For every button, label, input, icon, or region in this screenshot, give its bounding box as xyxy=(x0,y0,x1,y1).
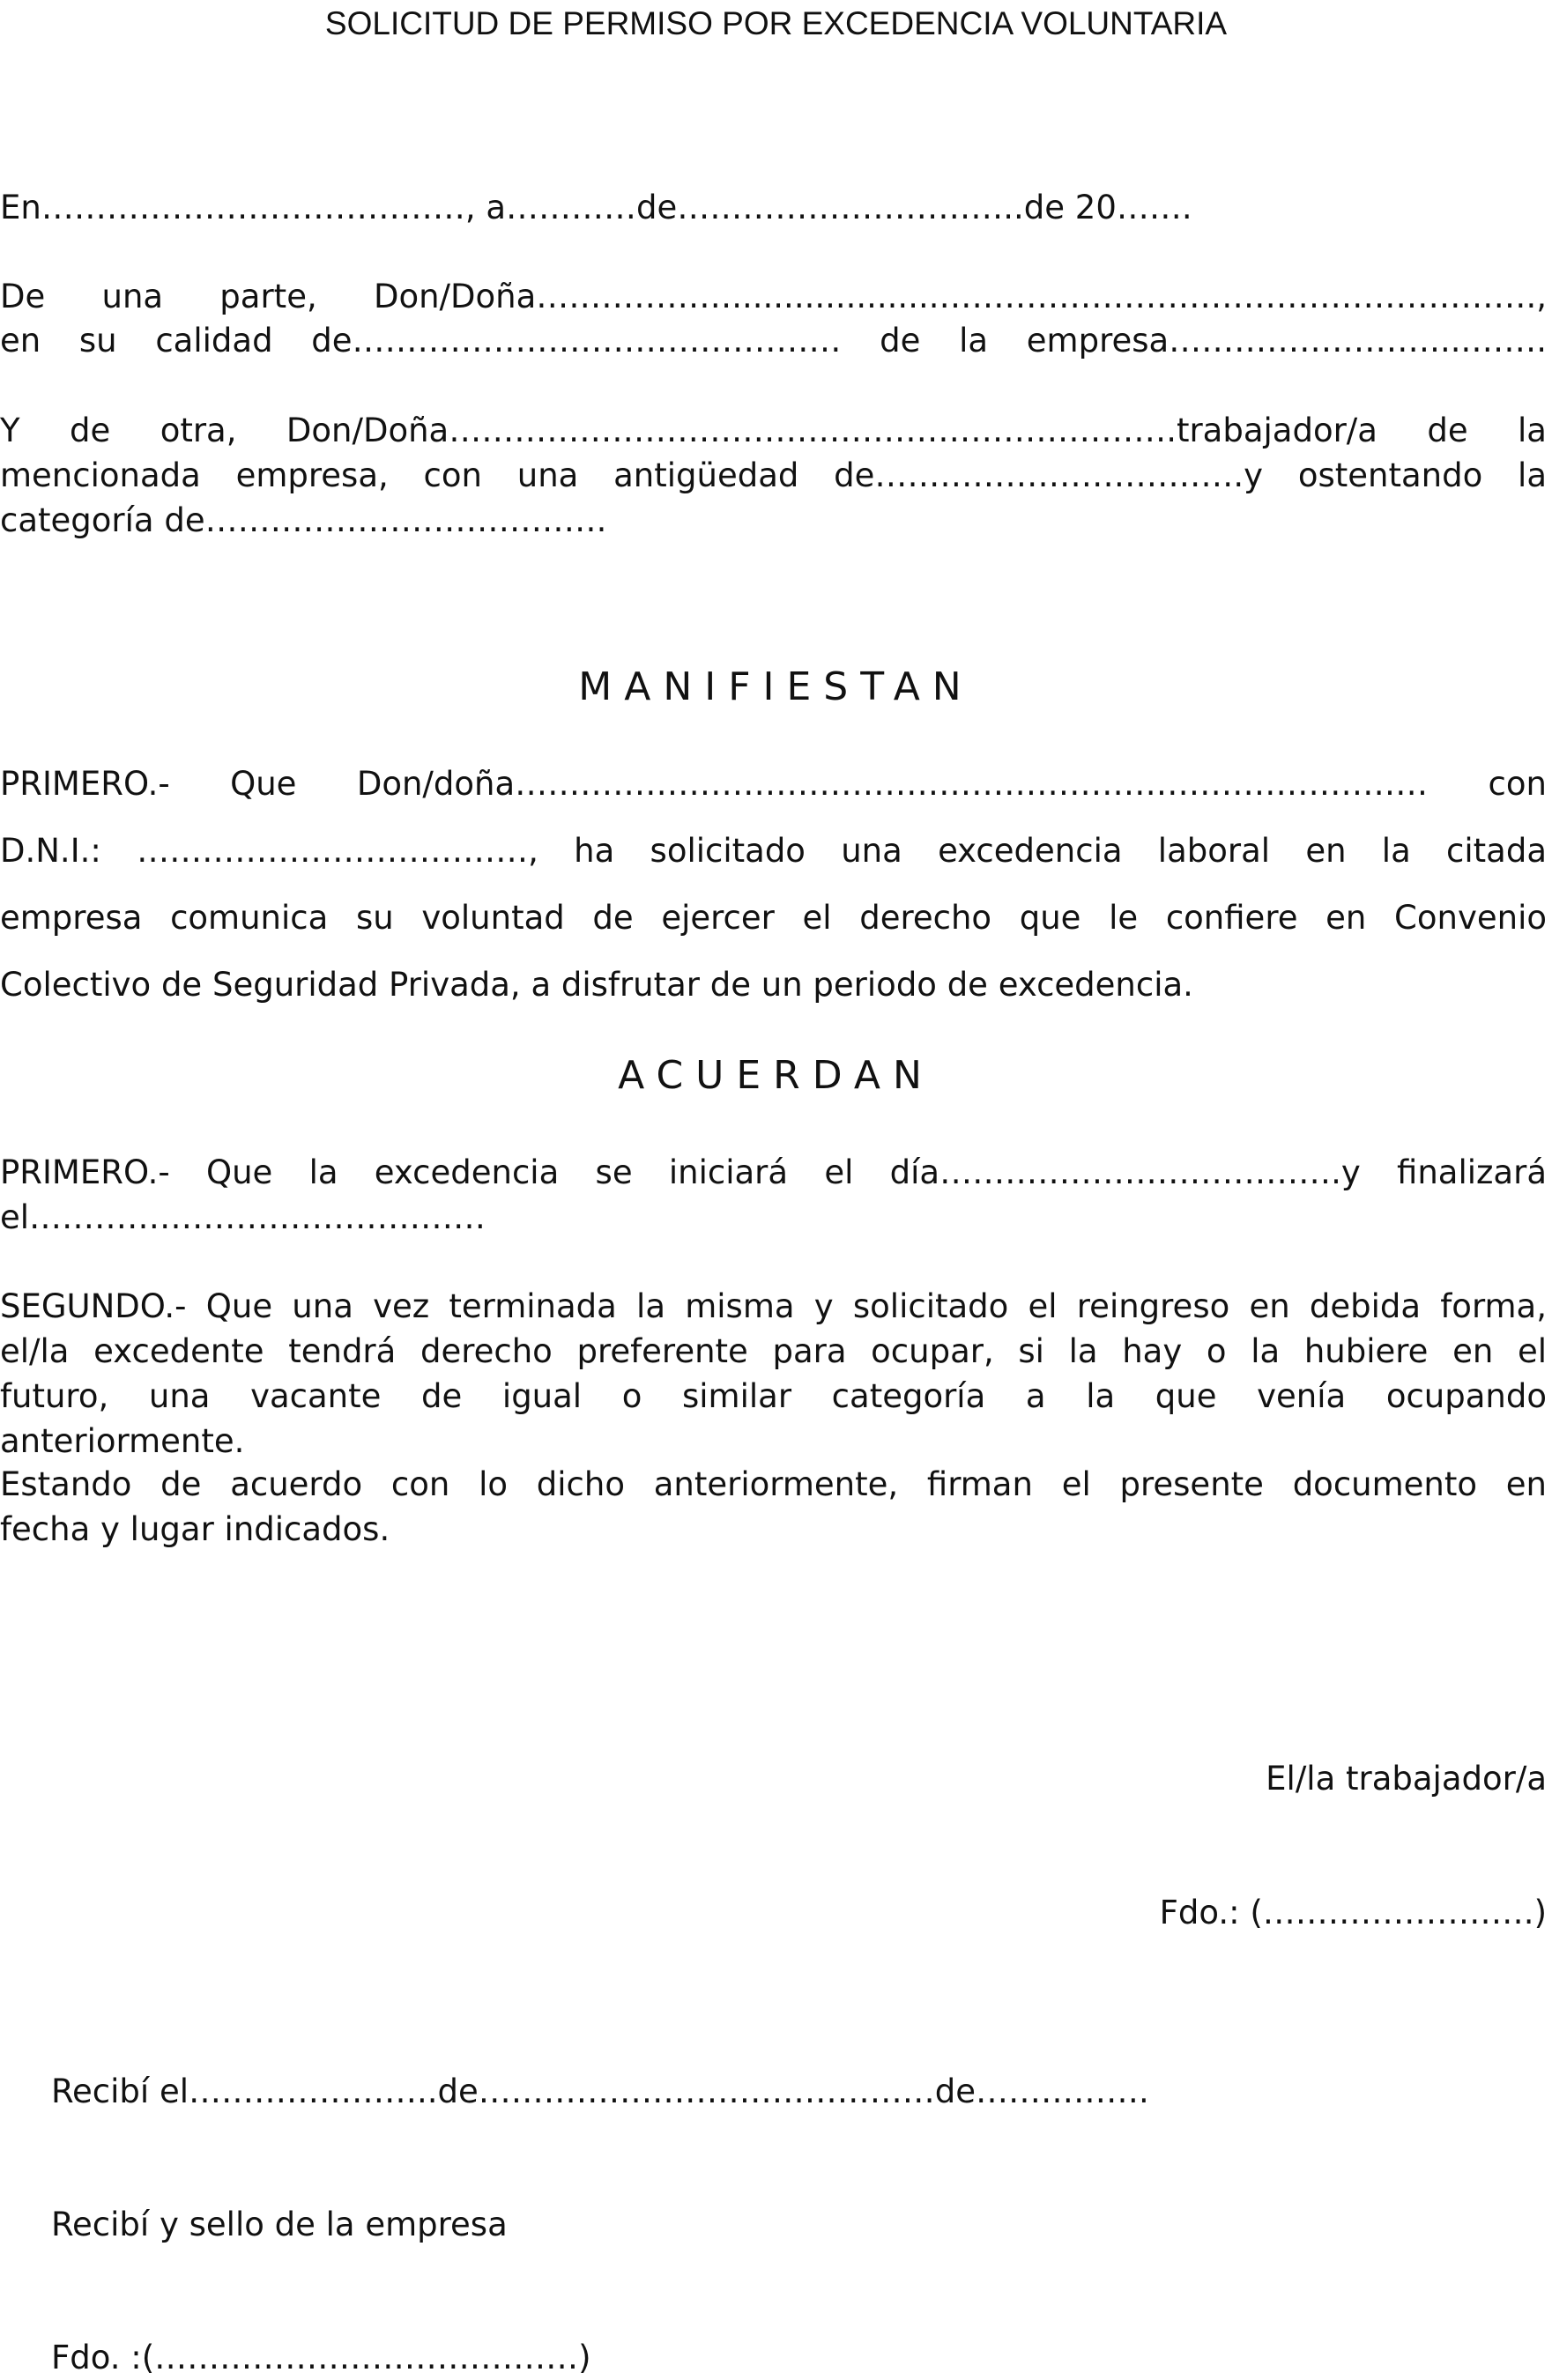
acuerdan-segundo-line-3: futuro, una vacante de igual o similar categoría a la que venía ocupando xyxy=(0,1377,1547,1415)
acuerdan-primero-line-1: PRIMERO.- Que la excedencia se iniciará el día……………………………….y finalizará xyxy=(0,1153,1547,1191)
company-signature-fdo: Fdo. :(…………………………………) xyxy=(51,2339,591,2376)
acuerdan-segundo-line-1: SEGUNDO.- Que una vez terminada la misma y solicitado el reingreso en debida forma, xyxy=(0,1287,1547,1325)
acuerdan-heading: ACUERDAN xyxy=(618,1053,934,1098)
parties-line-2: en su calidad de……………………………………… de la empresa……………………....……. xyxy=(0,322,1547,360)
parties-line-1: De una parte, Don/Doña………………....................………………………………………………., xyxy=(0,278,1547,315)
acuerdan-segundo-line-4: anteriormente. xyxy=(0,1422,245,1460)
document-title: SOLICITUD DE PERMISO POR EXCEDENCIA VOLUNTARIA xyxy=(324,5,1228,41)
manifiestan-line-1: PRIMERO.- Que Don/doña………………………………………………………………………… con xyxy=(0,765,1547,803)
parties-line-3: Y de otra, Don/Doña………………………………………………………….trabajador/a de la xyxy=(0,411,1547,449)
manifiestan-heading: MANIFIESTAN xyxy=(578,664,974,709)
company-stamp-label: Recibí y sello de la empresa xyxy=(51,2206,508,2243)
worker-signature-fdo: Fdo.: (…………………….) xyxy=(1159,1894,1547,1931)
acuerdan-segundo-line-2: el/la excedente tendrá derecho preferente para ocupar, si la hay o la hubiere en el xyxy=(0,1332,1547,1370)
worker-signature-label: El/la trabajador/a xyxy=(1266,1760,1547,1798)
parties-line-4: mencionada empresa, con una antigüedad de…………………………….y ostentando la xyxy=(0,456,1547,494)
closing-line-1: Estando de acuerdo con lo dicho anteriormente, firman el presente documento en xyxy=(0,1465,1547,1503)
manifiestan-line-2: D.N.I.: ………………………………, ha solicitado una excedencia laboral en la citada xyxy=(0,832,1547,870)
manifiestan-line-4: Colectivo de Seguridad Privada, a disfrutar de un periodo de excedencia. xyxy=(0,966,1193,1004)
closing-line-2: fecha y lugar indicados. xyxy=(0,1510,390,1548)
date-line: En…………………………………, a…………de…………………………..de 20……. xyxy=(0,189,1192,226)
parties-line-5: categoría de………………………………. xyxy=(0,501,607,539)
received-date-line: Recibí el…………………..de……………………………………de……………. xyxy=(51,2072,1149,2110)
manifiestan-line-3: empresa comunica su voluntad de ejercer el derecho que le confiere en Convenio xyxy=(0,899,1547,937)
acuerdan-primero-line-2: el…………………………………… xyxy=(0,1198,486,1236)
